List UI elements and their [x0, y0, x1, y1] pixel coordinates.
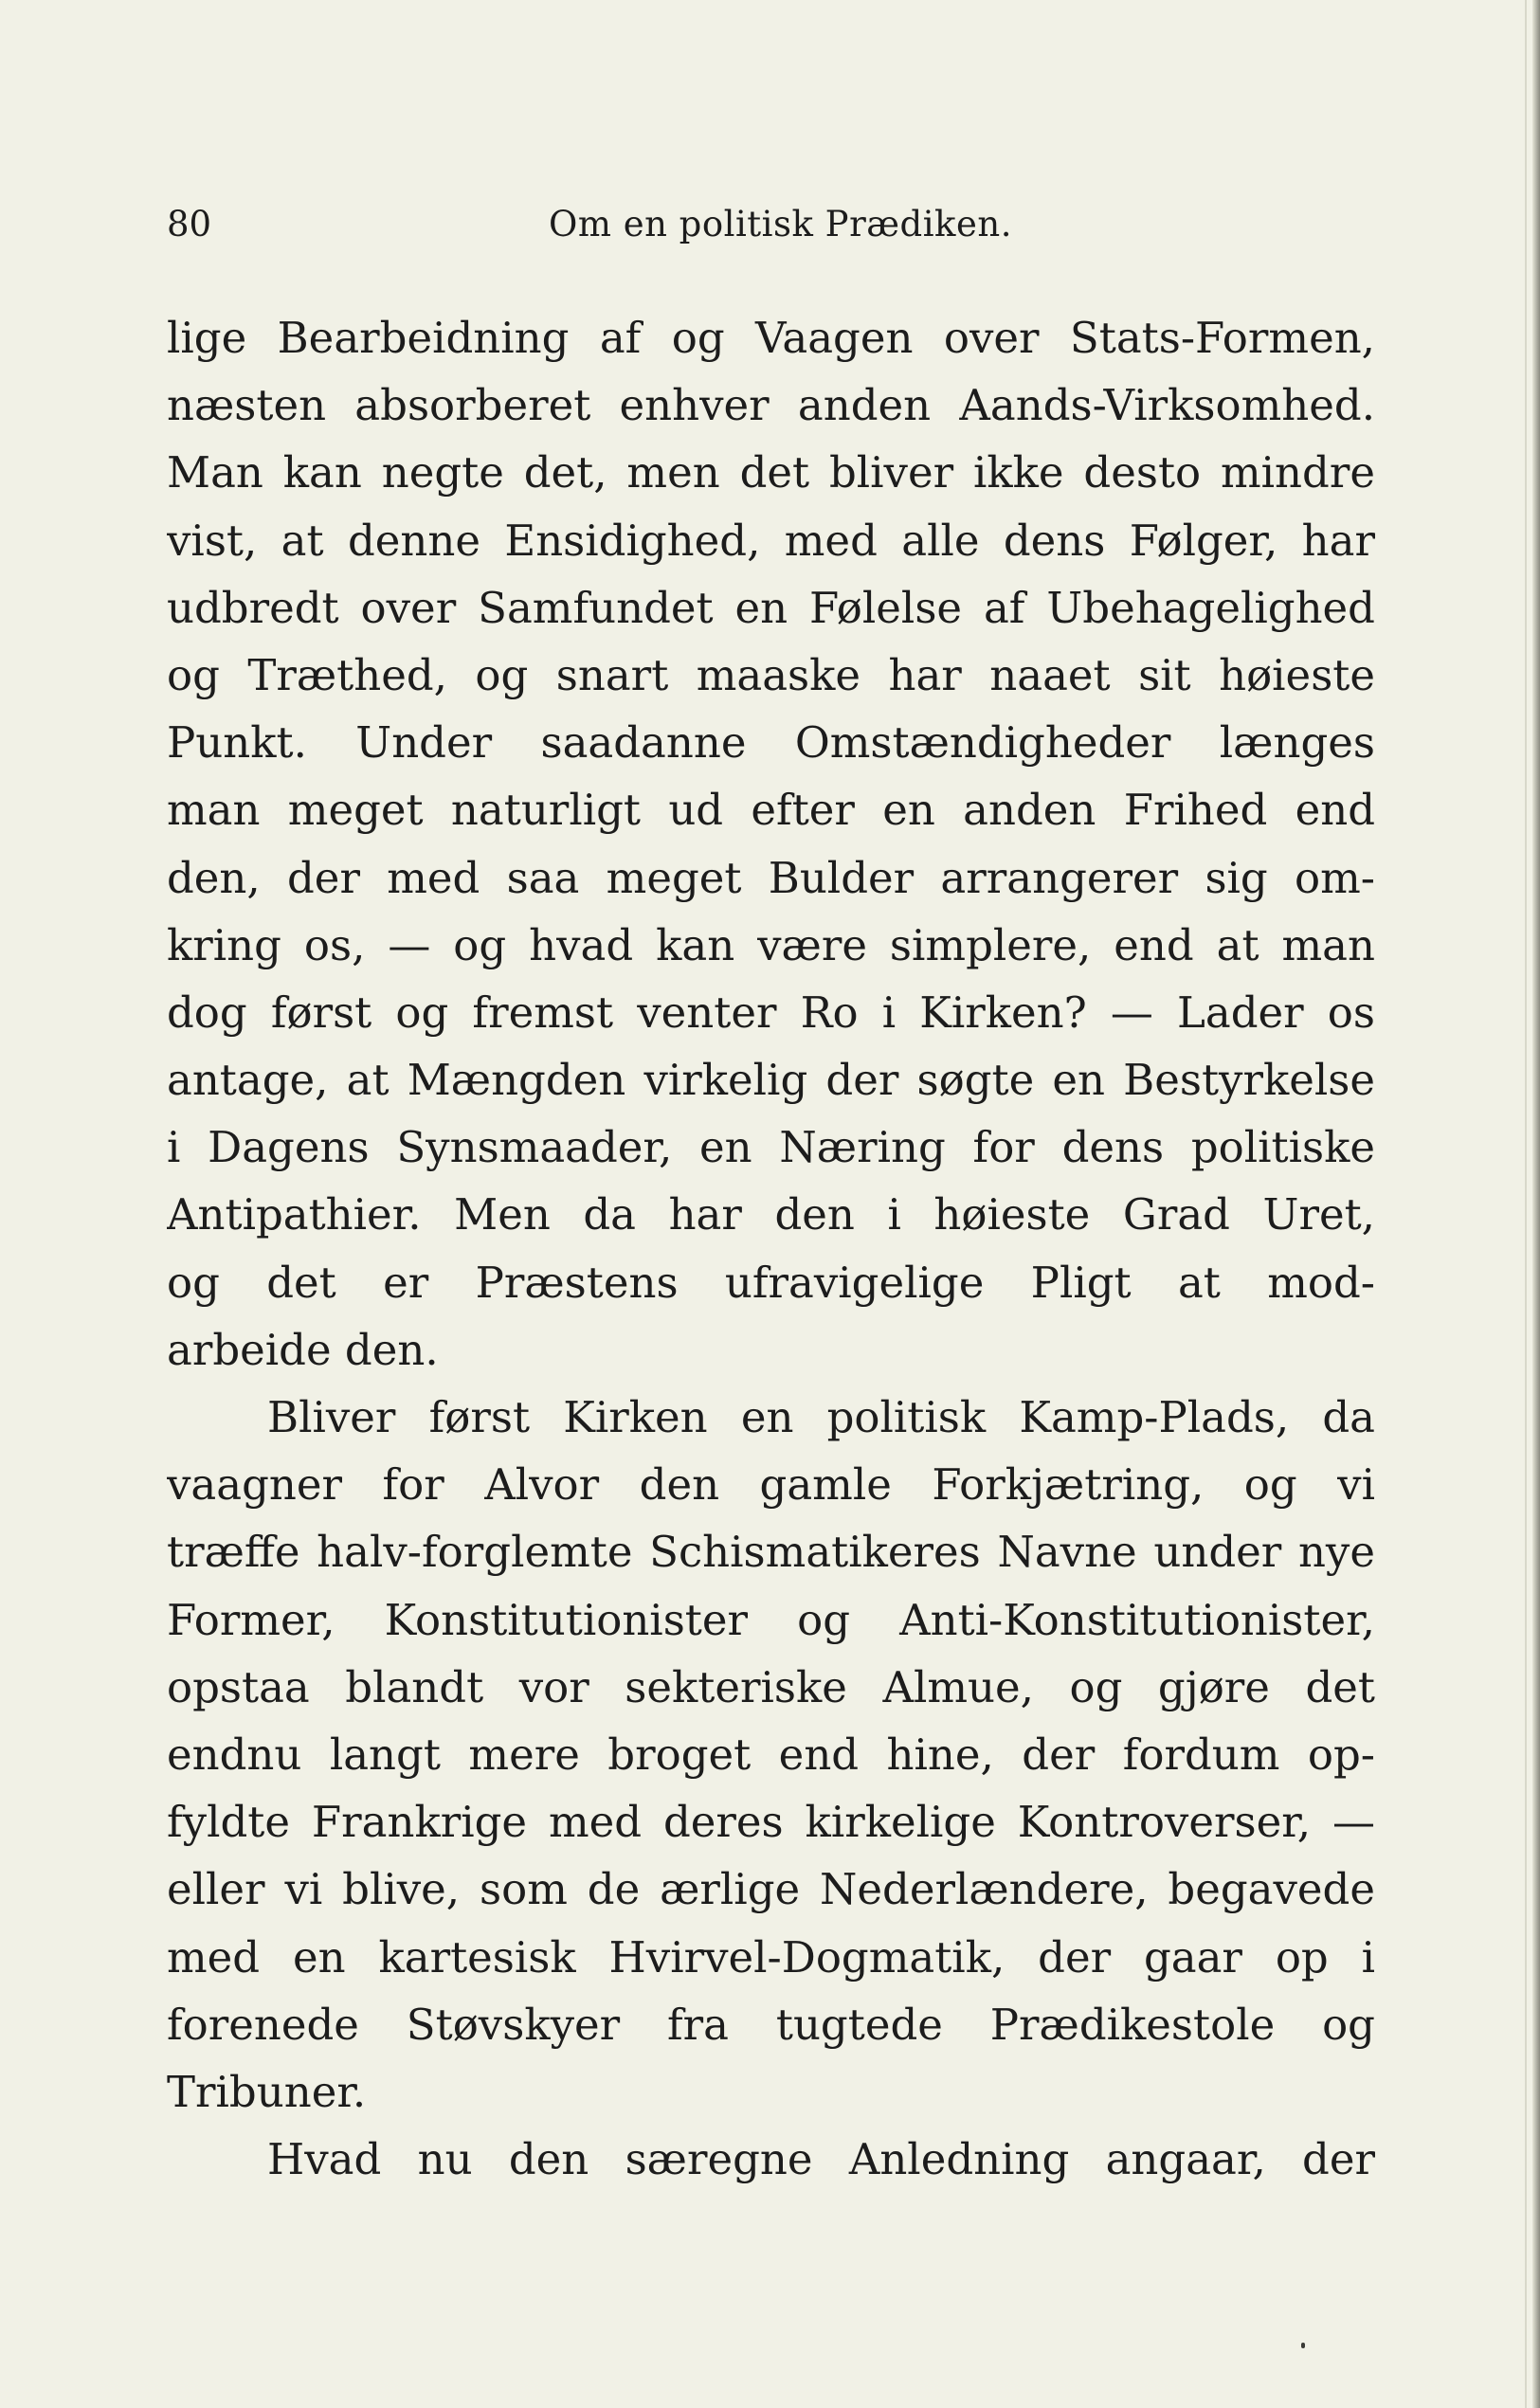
text-line: og Træthed, og snart maaske har naaet sit høieste — [167, 649, 1375, 700]
text-line: Man kan negte det, men det bliver ikke desto mindre — [167, 447, 1375, 498]
text-line: Punkt. Under saadanne Omstændigheder længes — [167, 717, 1375, 769]
body-text — [167, 304, 1375, 2193]
text-line: Antipathier. Men da har den i høieste Grad Uret, — [167, 1189, 1375, 1240]
text-line: kring os, — og hvad kan være simplere, end at man — [167, 919, 1375, 970]
page-edge-line — [1525, 0, 1527, 2408]
text-line: fyldte Frankrige med deres kirkelige Kontroverser, — — [167, 1797, 1375, 1848]
text-line: antage, at Mængden virkelig der søgte en Bestyrkelse — [167, 1055, 1375, 1106]
text-line: vaagner for Alvor den gamle Forkjætring, og vi — [167, 1459, 1375, 1511]
text-line: arbeide den. — [167, 1324, 439, 1375]
text-line: Bliver først Kirken en politisk Kamp-Plads, da — [267, 1392, 1375, 1442]
running-header — [167, 196, 1375, 253]
text-line: Hvad nu den særegne Anledning angaar, der — [267, 2134, 1375, 2185]
text-line: vist, at denne Ensidighed, med alle dens Følger, har — [167, 515, 1375, 566]
text-line: forenede Støvskyer fra tugtede Prædikestole og — [167, 1999, 1375, 2050]
text-line: eller vi blive, som de ærlige Nederlændere, begavede — [167, 1864, 1375, 1915]
text-line: dog først og fremst venter Ro i Kirken? — Lader os — [167, 987, 1375, 1038]
ink-speck — [1301, 2343, 1305, 2348]
text-line: næsten absorberet enhver anden Aands-Virksomhed. — [167, 380, 1375, 431]
text-line: lige Bearbeidning af og Vaagen over Stats-Formen, — [167, 313, 1375, 363]
text-line: i Dagens Synsmaader, en Næring for dens politiske — [167, 1122, 1375, 1173]
text-line: Former, Konstitutionister og Anti-Konstitutionister, — [167, 1594, 1375, 1645]
text-line: opstaa blandt vor sekteriske Almue, og gjøre det — [167, 1661, 1375, 1712]
text-line: udbredt over Samfundet en Følelse af Ubehagelighed — [167, 582, 1375, 633]
page-header-title: Om en politisk Prædiken. — [549, 204, 1012, 244]
page-number: 80 — [167, 204, 212, 244]
text-line: endnu langt mere broget end hine, der fordum op- — [167, 1729, 1375, 1780]
page-edge-shadow — [1532, 0, 1540, 2408]
text-line: og det er Præstens ufravigelige Pligt at mod- — [167, 1257, 1375, 1308]
text-line: Tribuner. — [167, 2066, 367, 2117]
text-line: den, der med saa meget Bulder arrangerer sig om- — [167, 852, 1375, 903]
text-line: træffe halv-forglemte Schismatikeres Navne under nye — [167, 1527, 1375, 1578]
text-line: med en kartesisk Hvirvel-Dogmatik, der gaar op i — [167, 1931, 1375, 1983]
text-line: man meget naturligt ud efter en anden Frihed end — [167, 785, 1375, 836]
